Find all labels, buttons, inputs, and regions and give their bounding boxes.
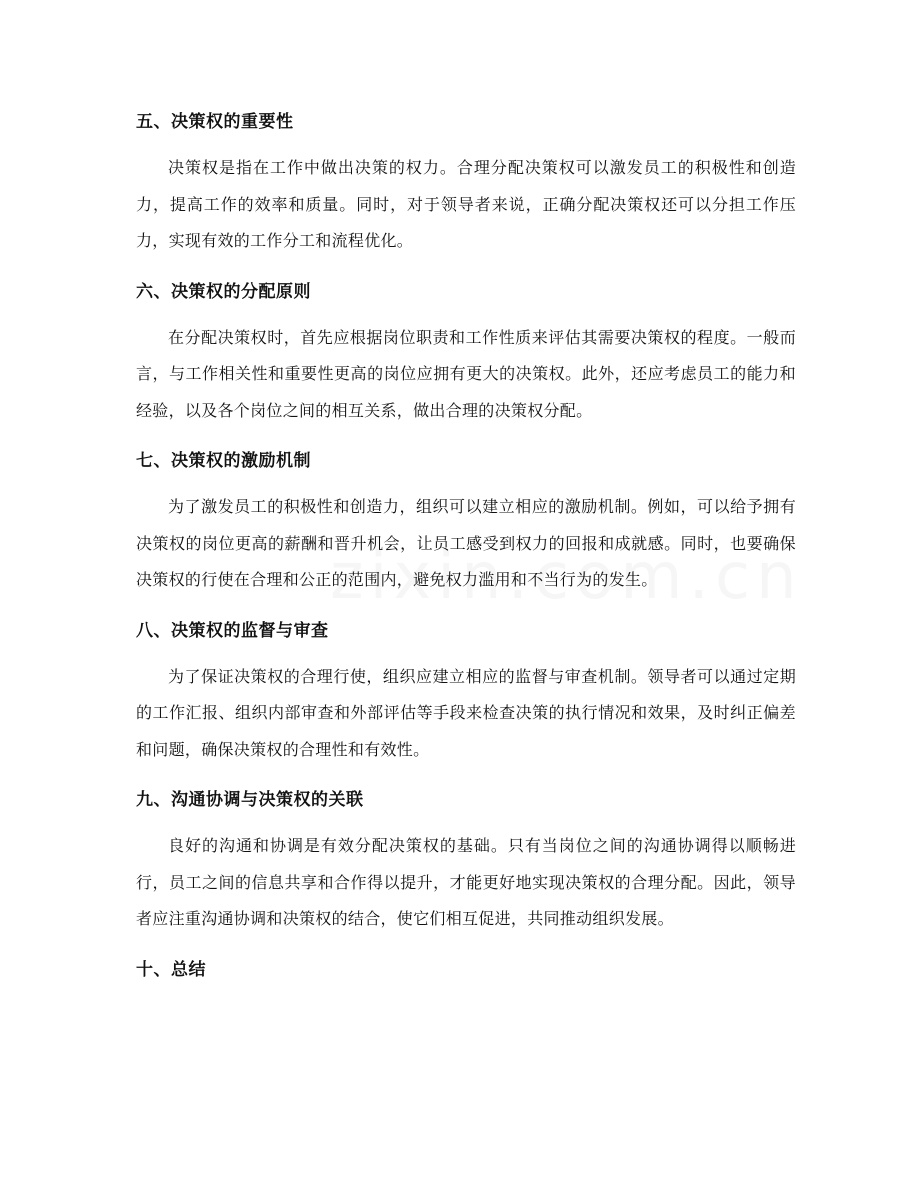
section (136, 274, 796, 430)
section-heading: 六、决策权的分配原则 (136, 281, 311, 302)
section (136, 782, 796, 938)
section (136, 613, 796, 769)
section-heading: 九、沟通协调与决策权的关联 (136, 790, 364, 810)
section-paragraph: 决策权是指在工作中做出决策的权力。合理分配决策权可以激发员工的积极性和创造力，提高工作的效率和质量。同时，对于领导者来说，正确分配决策权还可以分担工作压力，实现有效的工作分工和流程优化。 (136, 158, 796, 250)
section-paragraph: 良好的沟通和协调是有效分配决策权的基础。只有当岗位之间的沟通协调得以顺畅进行，员工之间的信息共享和合作得以提升，才能更好地实现决策权的合理分配。因此，领导者应注重沟通协调和决策权的结合，使它们相互促进，共同推动组织发展。 (136, 836, 796, 928)
section-paragraph: 为了保证决策权的合理行使，组织应建立相应的监督与审查机制。领导者可以通过定期的工作汇报、组织内部审查和外部评估等手段来检查决策的执行情况和效果，及时纠正偏差和问题，确保决策权的合理性和有效性。 (136, 666, 796, 759)
section (136, 104, 796, 260)
document-content (136, 104, 796, 988)
section (136, 952, 796, 988)
section-heading: 七、决策权的激励机制 (136, 451, 311, 471)
section-paragraph: 在分配决策权时，首先应根据岗位职责和工作性质来评估其需要决策权的程度。一般而言，与工作相关性和重要性更高的岗位应拥有更大的决策权。此外，还应考虑员工的能力和经验，以及各个岗位之间的相互关系，做出合理的决策权分配。 (136, 327, 796, 420)
section-heading: 八、决策权的监督与审查 (136, 620, 329, 641)
section-heading: 十、总结 (136, 959, 206, 980)
section-paragraph: 为了激发员工的积极性和创造力，组织可以建立相应的激励机制。例如，可以给予拥有决策权的岗位更高的薪酬和晋升机会，让员工感受到权力的回报和成就感。同时，也要确保决策权的行使在合理和公正的范围内，避免权力滥用和不当行为的发生。 (136, 497, 796, 589)
section-heading: 五、决策权的重要性 (136, 112, 294, 132)
section (136, 443, 796, 599)
